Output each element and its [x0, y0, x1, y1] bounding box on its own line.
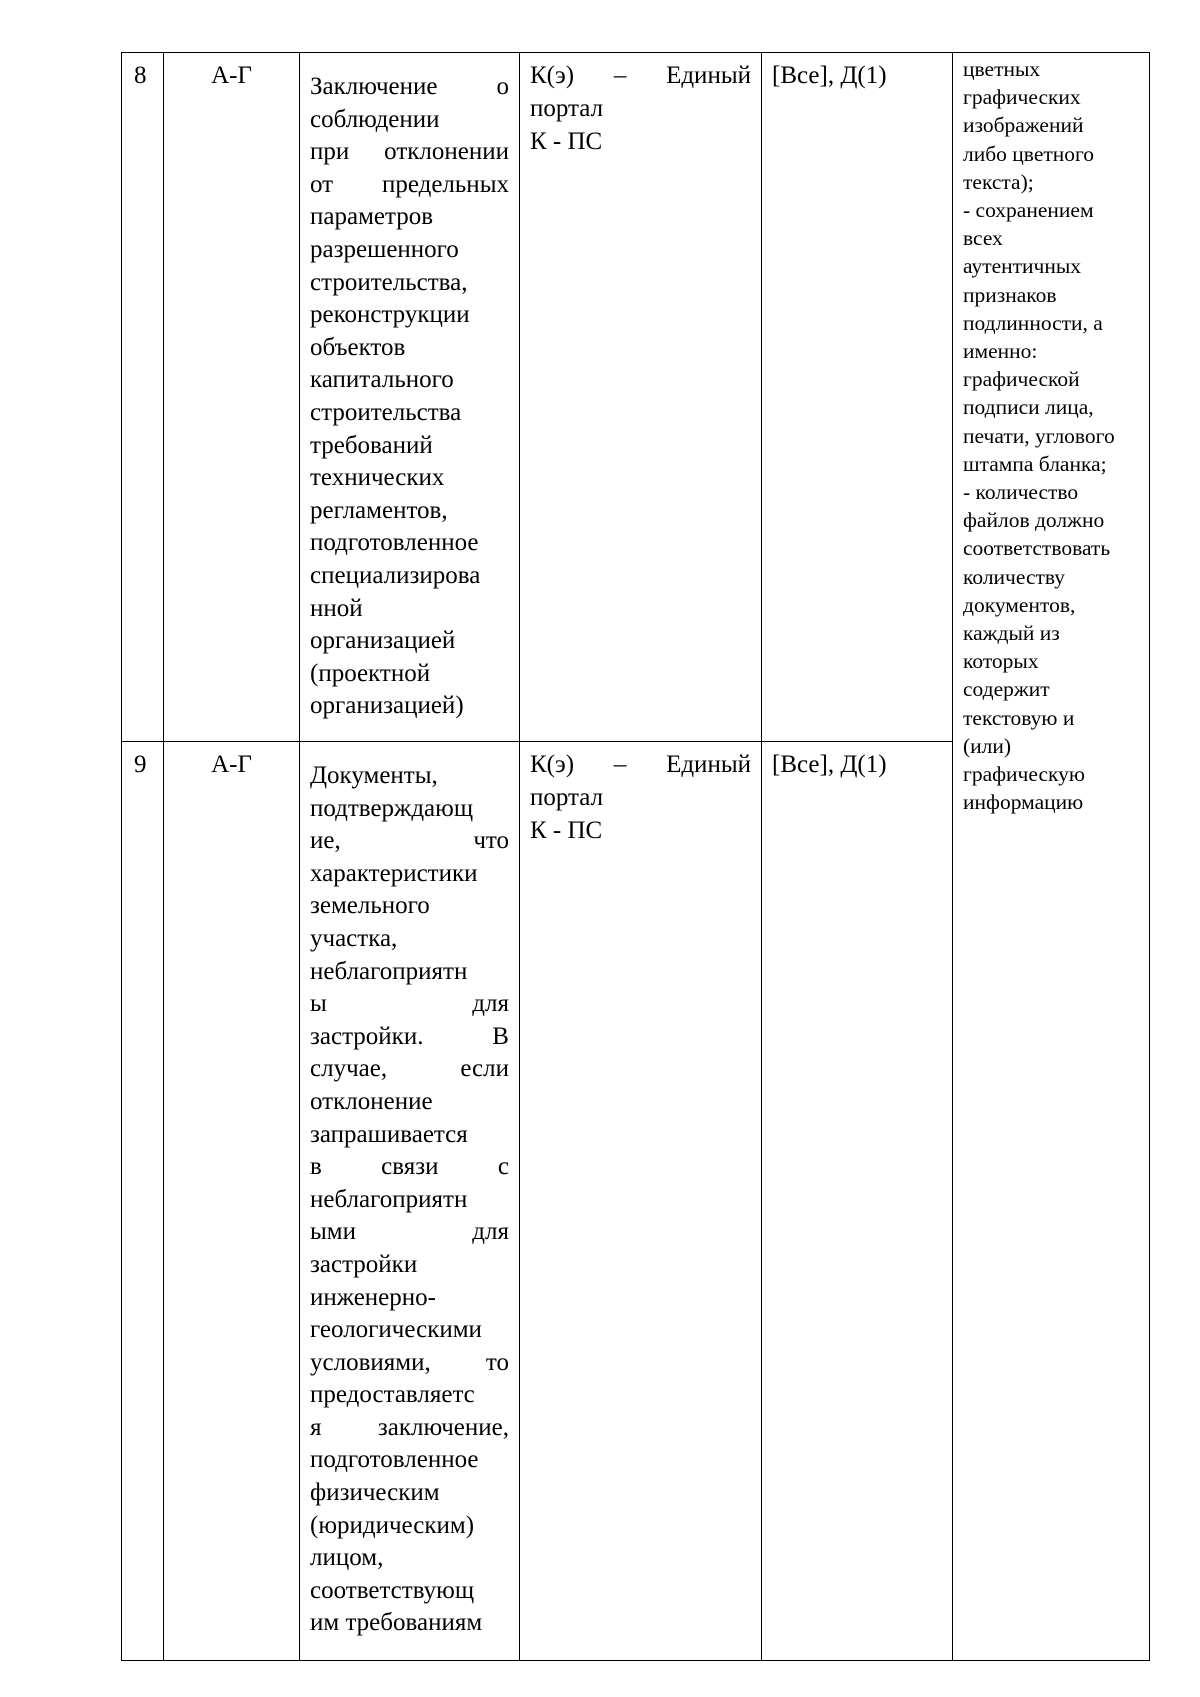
document-line: инженерно- — [310, 1283, 436, 1311]
notes-line: аутентичных — [963, 254, 1082, 279]
document-line: физическим — [310, 1479, 440, 1507]
document-line: геологическими — [310, 1316, 482, 1344]
notes-line: информацию — [963, 790, 1084, 815]
document-line: капитального — [310, 366, 454, 394]
document-line: ыми для — [310, 1218, 509, 1246]
notes-line: содержит — [963, 677, 1050, 702]
document-line: требований — [310, 431, 433, 459]
document-line: при отклонении — [310, 138, 509, 166]
notes-line: документов, — [963, 592, 1076, 617]
document-line: лицом, — [310, 1544, 384, 1572]
requirement-code: [Все], Д(1) — [762, 53, 953, 742]
row-category: А-Г — [164, 742, 300, 1661]
document-line: им требованиям — [310, 1609, 483, 1637]
document-line: специализирова — [310, 561, 481, 589]
method-line: К - ПС — [530, 817, 603, 844]
document-line: разрешенного — [310, 235, 459, 263]
document-line: соответствующ — [310, 1576, 475, 1604]
notes-line: цветных — [963, 57, 1041, 81]
submission-method — [520, 742, 762, 1661]
method-line: портал — [530, 784, 604, 811]
document-line: предоставляетс — [310, 1381, 475, 1409]
document-line: технических — [310, 464, 445, 492]
document-line: (юридическим) — [310, 1511, 475, 1539]
notes-column — [953, 53, 1150, 1661]
row-category: А-Г — [164, 53, 300, 742]
notes-line: признаков — [963, 282, 1057, 307]
requirement-code: [Все], Д(1) — [762, 742, 953, 1661]
document-description — [300, 742, 520, 1661]
document-line: застройки — [310, 1250, 418, 1278]
notes-line: - сохранением — [963, 198, 1094, 223]
notes-line: печати, углового — [963, 423, 1115, 448]
document-line: подготовленное — [310, 1446, 479, 1474]
notes-line: каждый из — [963, 621, 1060, 646]
document-line: строительства, — [310, 268, 468, 296]
document-line: характеристики — [310, 859, 478, 887]
notes-line: графических — [963, 85, 1081, 110]
notes-line: (или) — [963, 733, 1012, 758]
notes-line: либо цветного — [963, 141, 1095, 166]
notes-line: соответствовать — [963, 536, 1111, 561]
notes-line: изображений — [963, 113, 1084, 138]
document-line: случае, если — [310, 1055, 509, 1083]
method-line: К - ПС — [530, 128, 603, 155]
document-line: реконструкции — [310, 301, 470, 329]
method-line: К(э) – Единый — [530, 62, 751, 89]
document-line: неблагоприятн — [310, 957, 468, 985]
document-line: объектов — [310, 333, 406, 361]
notes-line: - количество — [963, 480, 1079, 505]
document-line: ы для — [310, 990, 509, 1018]
document-line: запрашивается — [310, 1120, 468, 1148]
document-line: (проектной — [310, 659, 431, 687]
document-line: организацией — [310, 627, 456, 655]
notes-line: графической — [963, 367, 1080, 392]
notes-line: файлов должно — [963, 508, 1105, 533]
document-line: застройки. В — [310, 1022, 509, 1050]
notes-line: текста); — [963, 169, 1034, 194]
row-number: 9 — [122, 742, 164, 1661]
notes-line: подлинности, а — [963, 310, 1103, 335]
notes-line: подписи лица, — [963, 395, 1094, 420]
documents-table — [121, 52, 1150, 1661]
method-line: К(э) – Единый — [530, 751, 751, 778]
notes-line: графическую — [963, 762, 1085, 787]
document-line: подтверждающ — [310, 794, 474, 822]
document-line: регламентов, — [310, 496, 448, 524]
notes-line: количеству — [963, 564, 1066, 589]
document-line: от предельных — [310, 170, 509, 198]
submission-method — [520, 53, 762, 742]
document-line: в связи с — [310, 1153, 509, 1181]
document-line: параметров — [310, 203, 434, 231]
document-line: участка, — [310, 924, 398, 952]
notes-line: всех — [963, 226, 1003, 251]
document-line: Заключение о — [310, 73, 509, 100]
method-line: портал — [530, 95, 604, 122]
document-line: Документы, — [310, 762, 438, 789]
document-line: строительства — [310, 398, 462, 426]
document-line: соблюдении — [310, 105, 440, 133]
notes-line: текстовую и — [963, 705, 1075, 730]
document-line: нной — [310, 594, 363, 622]
document-line: отклонение — [310, 1087, 433, 1115]
notes-line: именно: — [963, 339, 1038, 364]
document-line: неблагоприятн — [310, 1185, 468, 1213]
table-row — [122, 53, 1150, 742]
row-number: 8 — [122, 53, 164, 742]
document-line: земельного — [310, 892, 430, 920]
document-line: я заключение, — [310, 1413, 509, 1441]
document-line: условиями, то — [310, 1348, 509, 1376]
notes-line: которых — [963, 649, 1039, 674]
notes-line: штампа бланка; — [963, 451, 1107, 476]
document-description — [300, 53, 520, 742]
document-line: организацией) — [310, 692, 464, 720]
document-line: ие, что — [310, 827, 509, 855]
document-line: подготовленное — [310, 529, 479, 557]
